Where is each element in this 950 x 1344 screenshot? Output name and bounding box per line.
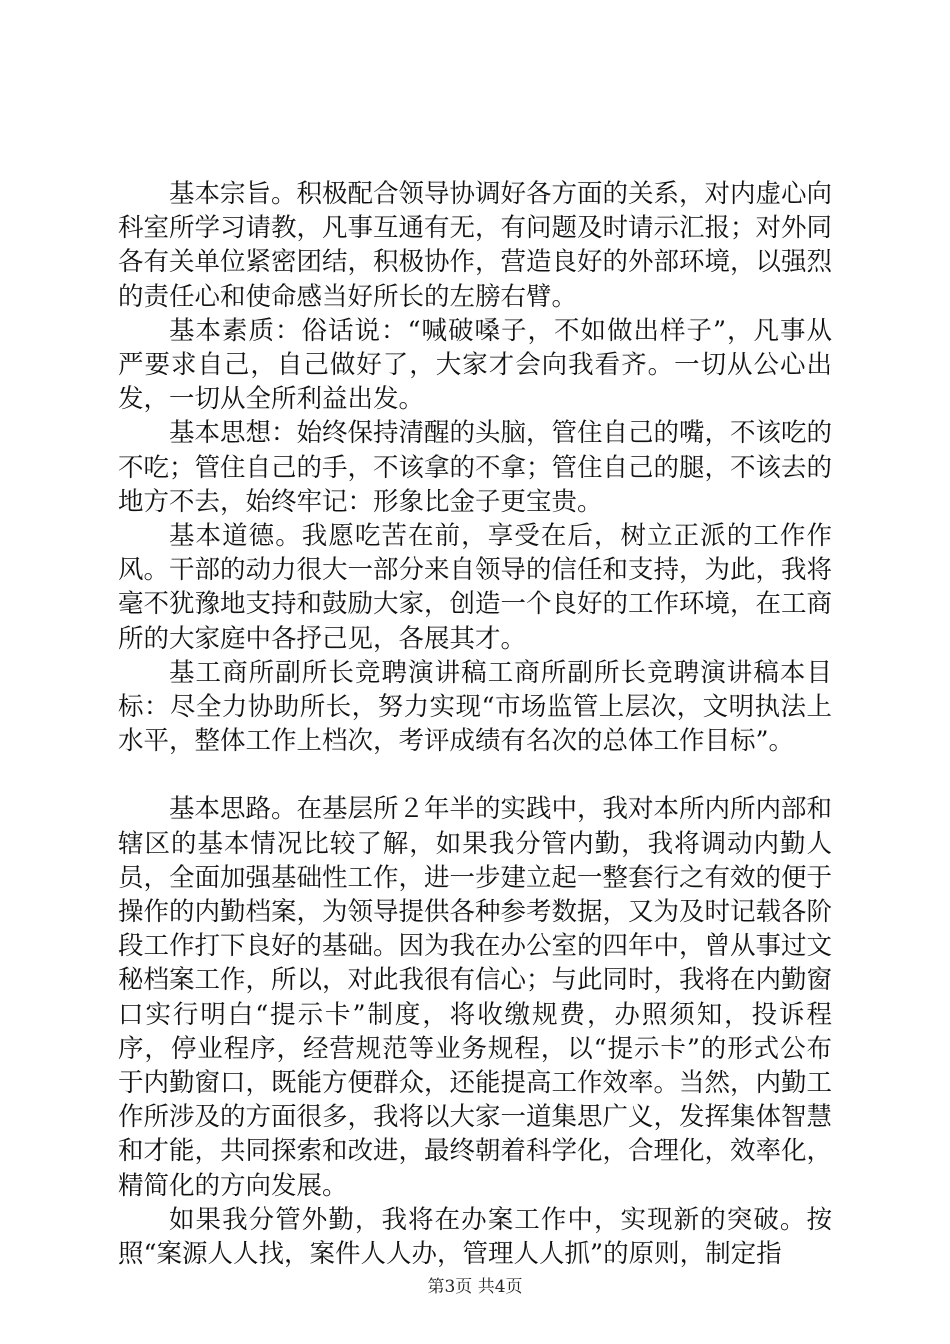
page-number-footer: 第3页 共4页 bbox=[427, 1277, 523, 1297]
paragraph-quality: 基本素质：俗话说：“喊破嗓子，不如做出样子”，凡事从严要求自己，自己做好了，大家才会向我看齐。一切从公心出发，一切从全所利益出发。 bbox=[118, 315, 832, 415]
document-body bbox=[118, 177, 832, 1271]
paragraph-thought: 基本思想：始终保持清醒的头脑，管住自己的嘴，不该吃的不吃；管住自己的手，不该拿的不拿；管住自己的腿，不该去的地方不去，始终牢记：形象比金子更宝贵。 bbox=[118, 418, 833, 517]
paragraph-approach: 基本思路。在基层所２年半的实践中，我对本所内所内部和辖区的基本情况比较了解，如果我分管内勤，我将调动内勤人员，全面加强基础性工作，进一步建立起一整套行之有效的便于操作的内勤档案，为领导提供各种参考数据，又为及时记载各阶段工作打下良好的基础。因为我在办公室的四年中，曾从事过文秘档案工作，所以，对此我很有信心；与此同时，我将在内勤窗口实行明白“提示卡”制度，将收缴规费，办照须知，投诉程序，停业程序，经营规范等业务规程，以“提示卡”的形式公布于内勤窗口，既能方便群众，还能提高工作效率。当然，内勤工作所涉及的方面很多，我将以大家一道集思广义，发挥集体智慧和才能，共同探索和改进，最终朝着科学化，合理化，效率化，精简化的方向发展。 bbox=[118, 794, 833, 1201]
paragraph-morality: 基本道德。我愿吃苦在前，享受在后，树立正派的工作作风。干部的动力很大一部分来自领导的信任和支持，为此，我将毫不犹豫地支持和鼓励大家，创造一个良好的工作环境，在工商所的大家庭中各抒己见，各展其才。 bbox=[118, 521, 833, 654]
paragraph-field-work: 如果我分管外勤，我将在办案工作中，实现新的突破。按照“案源人人找，案件人人办，管理人人抓”的原则，制定指 bbox=[118, 1204, 832, 1270]
paragraph-goal: 基工商所副所长竞聘演讲稿工商所副所长竞聘演讲稿本目标：尽全力协助所长，努力实现“市场监管上层次，文明执法上水平，整体工作上档次，考评成绩有名次的总体工作目标”。 bbox=[118, 657, 832, 757]
paragraph-purpose: 基本宗旨。积极配合领导协调好各方面的关系，对内虚心向科室所学习请教，凡事互通有无，有问题及时请示汇报；对外同各有关单位紧密团结，积极协作，营造良好的外部环境，以强烈的责任心和使命感当好所长的左膀右臂。 bbox=[118, 179, 833, 312]
